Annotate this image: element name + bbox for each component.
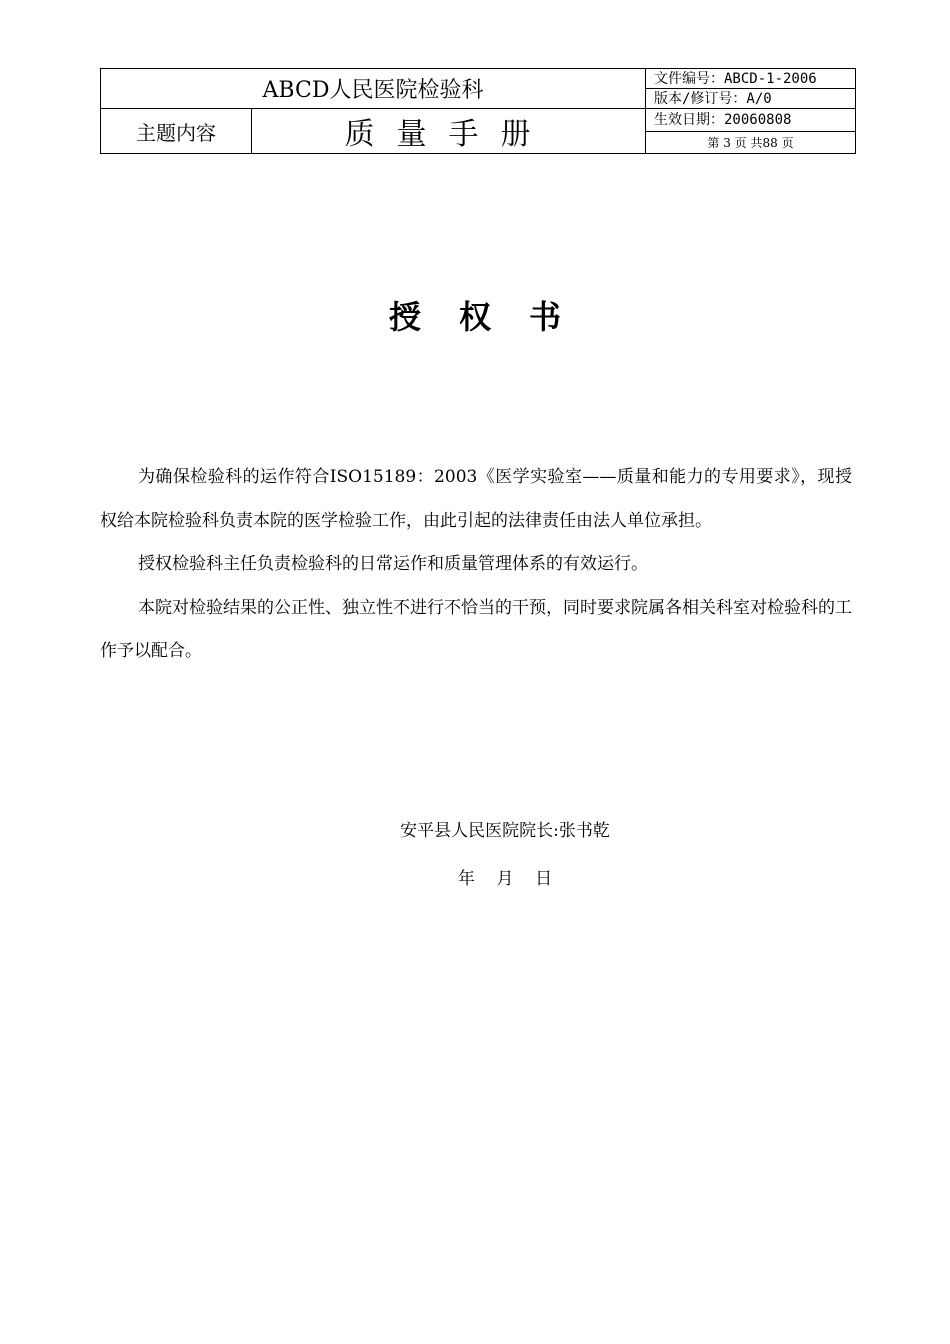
paragraph-director-responsibility: 授权检验科主任负责检验科的日常运作和质量管理体系的有效运行。 xyxy=(138,554,648,574)
manual-title: 质量手册 xyxy=(252,109,646,154)
file-number: 文件编号：ABCD-1-2006 xyxy=(646,69,856,89)
document-title: 授权书 xyxy=(388,298,599,336)
page-info: 第 3 页 共88 页 xyxy=(646,132,856,154)
signature-line: 安平县人民医院院长:张书乾 xyxy=(400,821,610,841)
date-line: 年 月 日 xyxy=(457,869,553,889)
version-number: 版本/修订号：A/0 xyxy=(646,89,856,109)
subject-label: 主题内容 xyxy=(101,109,252,154)
paragraph-independence: 本院对检验结果的公正性、独立性不进行不恰当的干预，同时要求院属各相关科室对检验科的工作予以配合。 xyxy=(100,597,852,661)
organization-name: ABCD人民医院检验科 xyxy=(101,69,646,109)
document-body xyxy=(100,456,852,674)
effective-date: 生效日期：20060808 xyxy=(646,109,856,132)
document-header-table xyxy=(100,68,856,154)
paragraph-authorization: 为确保检验科的运作符合ISO15189：2003《医学实验室——质量和能力的专用要求》，现授权给本院检验科负责本院的医学检验工作，由此引起的法律责任由法人单位承担。 xyxy=(100,467,852,531)
